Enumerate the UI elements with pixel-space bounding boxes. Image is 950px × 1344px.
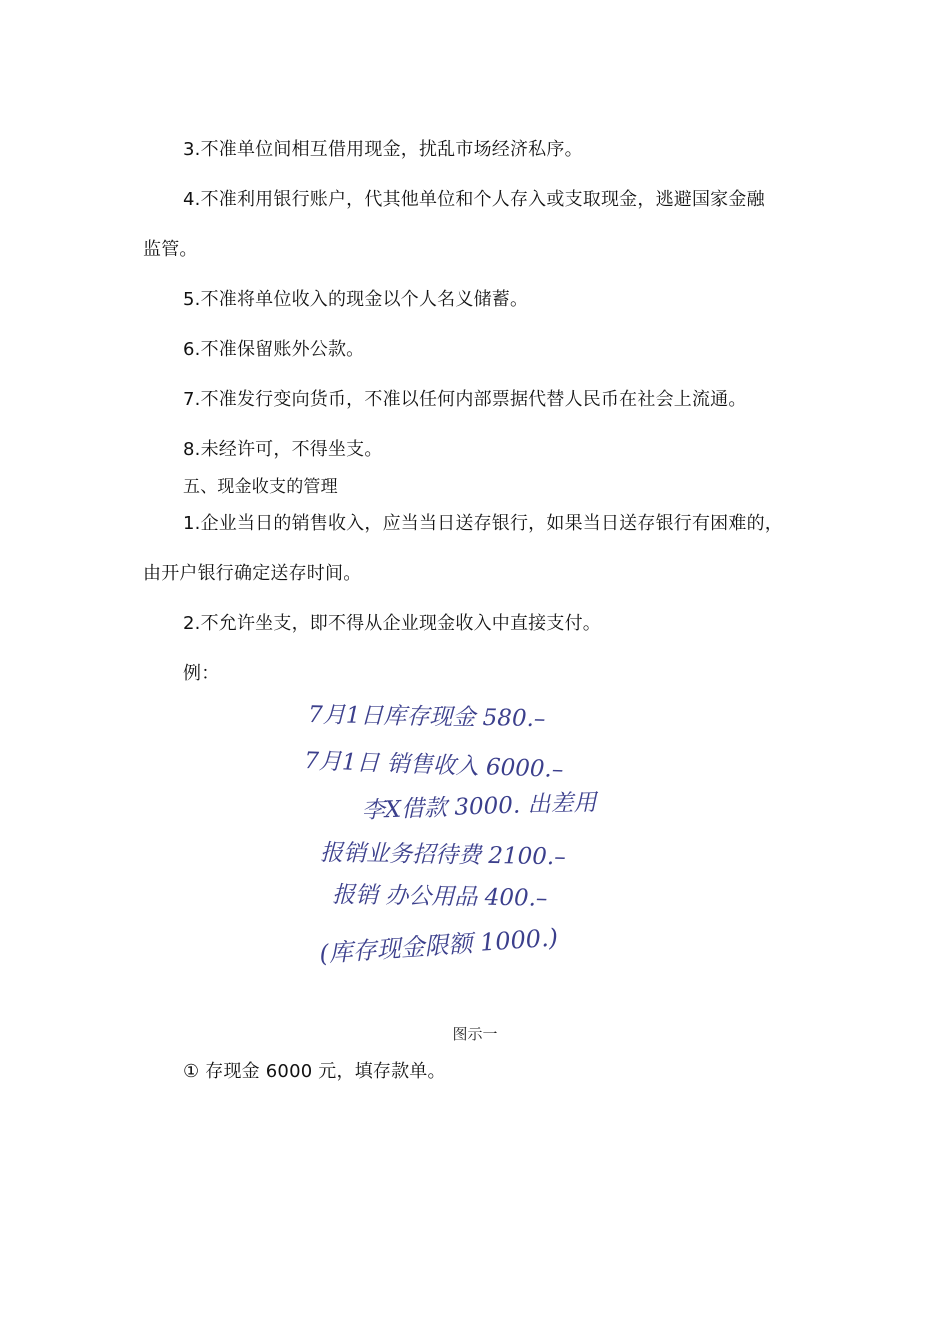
paragraph-rule-5: 5.不准将单位收入的现金以个人名义储蓄。 — [183, 289, 529, 310]
handwritten-line-1: 7月1日库存现金 580.– — [307, 702, 546, 733]
paragraph-rule-7: 7.不准发行变向货币，不准以任何内部票据代替人民币在社会上流通。 — [183, 389, 747, 410]
paragraph-rule-4-continued: 监管。 — [143, 239, 198, 260]
handwritten-line-4: 报销业务招待费 2100.– — [319, 840, 566, 871]
paragraph-rule-3: 3.不准单位间相互借用现金，扰乱市场经济私序。 — [183, 139, 583, 160]
example-label: 例： — [183, 663, 220, 684]
paragraph-cash-2: 2.不允许坐支，即不得从企业现金收入中直接支付。 — [183, 613, 601, 634]
paragraph-rule-6: 6.不准保留账外公款。 — [183, 339, 365, 360]
section-heading: 五、现金收支的管理 — [183, 477, 338, 497]
handwritten-line-2: 7月1日 销售收入 6000.– — [303, 748, 564, 784]
handwritten-line-3: 李X借款 3000. 出差用 — [361, 789, 597, 824]
paragraph-cash-1: 1.企业当日的销售收入，应当当日送存银行，如果当日送存银行有困难的， — [183, 513, 783, 534]
handwritten-note-figure — [290, 690, 670, 1010]
figure-caption: 图示一 — [452, 1025, 498, 1043]
paragraph-rule-8: 8.未经许可，不得坐支。 — [183, 439, 383, 460]
paragraph-cash-1-continued: 由开户银行确定送存时间。 — [143, 563, 362, 584]
handwritten-line-5: 报销 办公用品 400.– — [331, 882, 548, 912]
paragraph-rule-4: 4.不准利用银行账户，代其他单位和个人存入或支取现金，逃避国家金融 — [183, 189, 765, 210]
handwritten-line-6: (库存现金限额 1000.) — [318, 923, 559, 968]
handwritten-note-image — [290, 690, 670, 1010]
paragraph-deposit-step: ① 存现金 6000 元，填存款单。 — [183, 1061, 446, 1082]
